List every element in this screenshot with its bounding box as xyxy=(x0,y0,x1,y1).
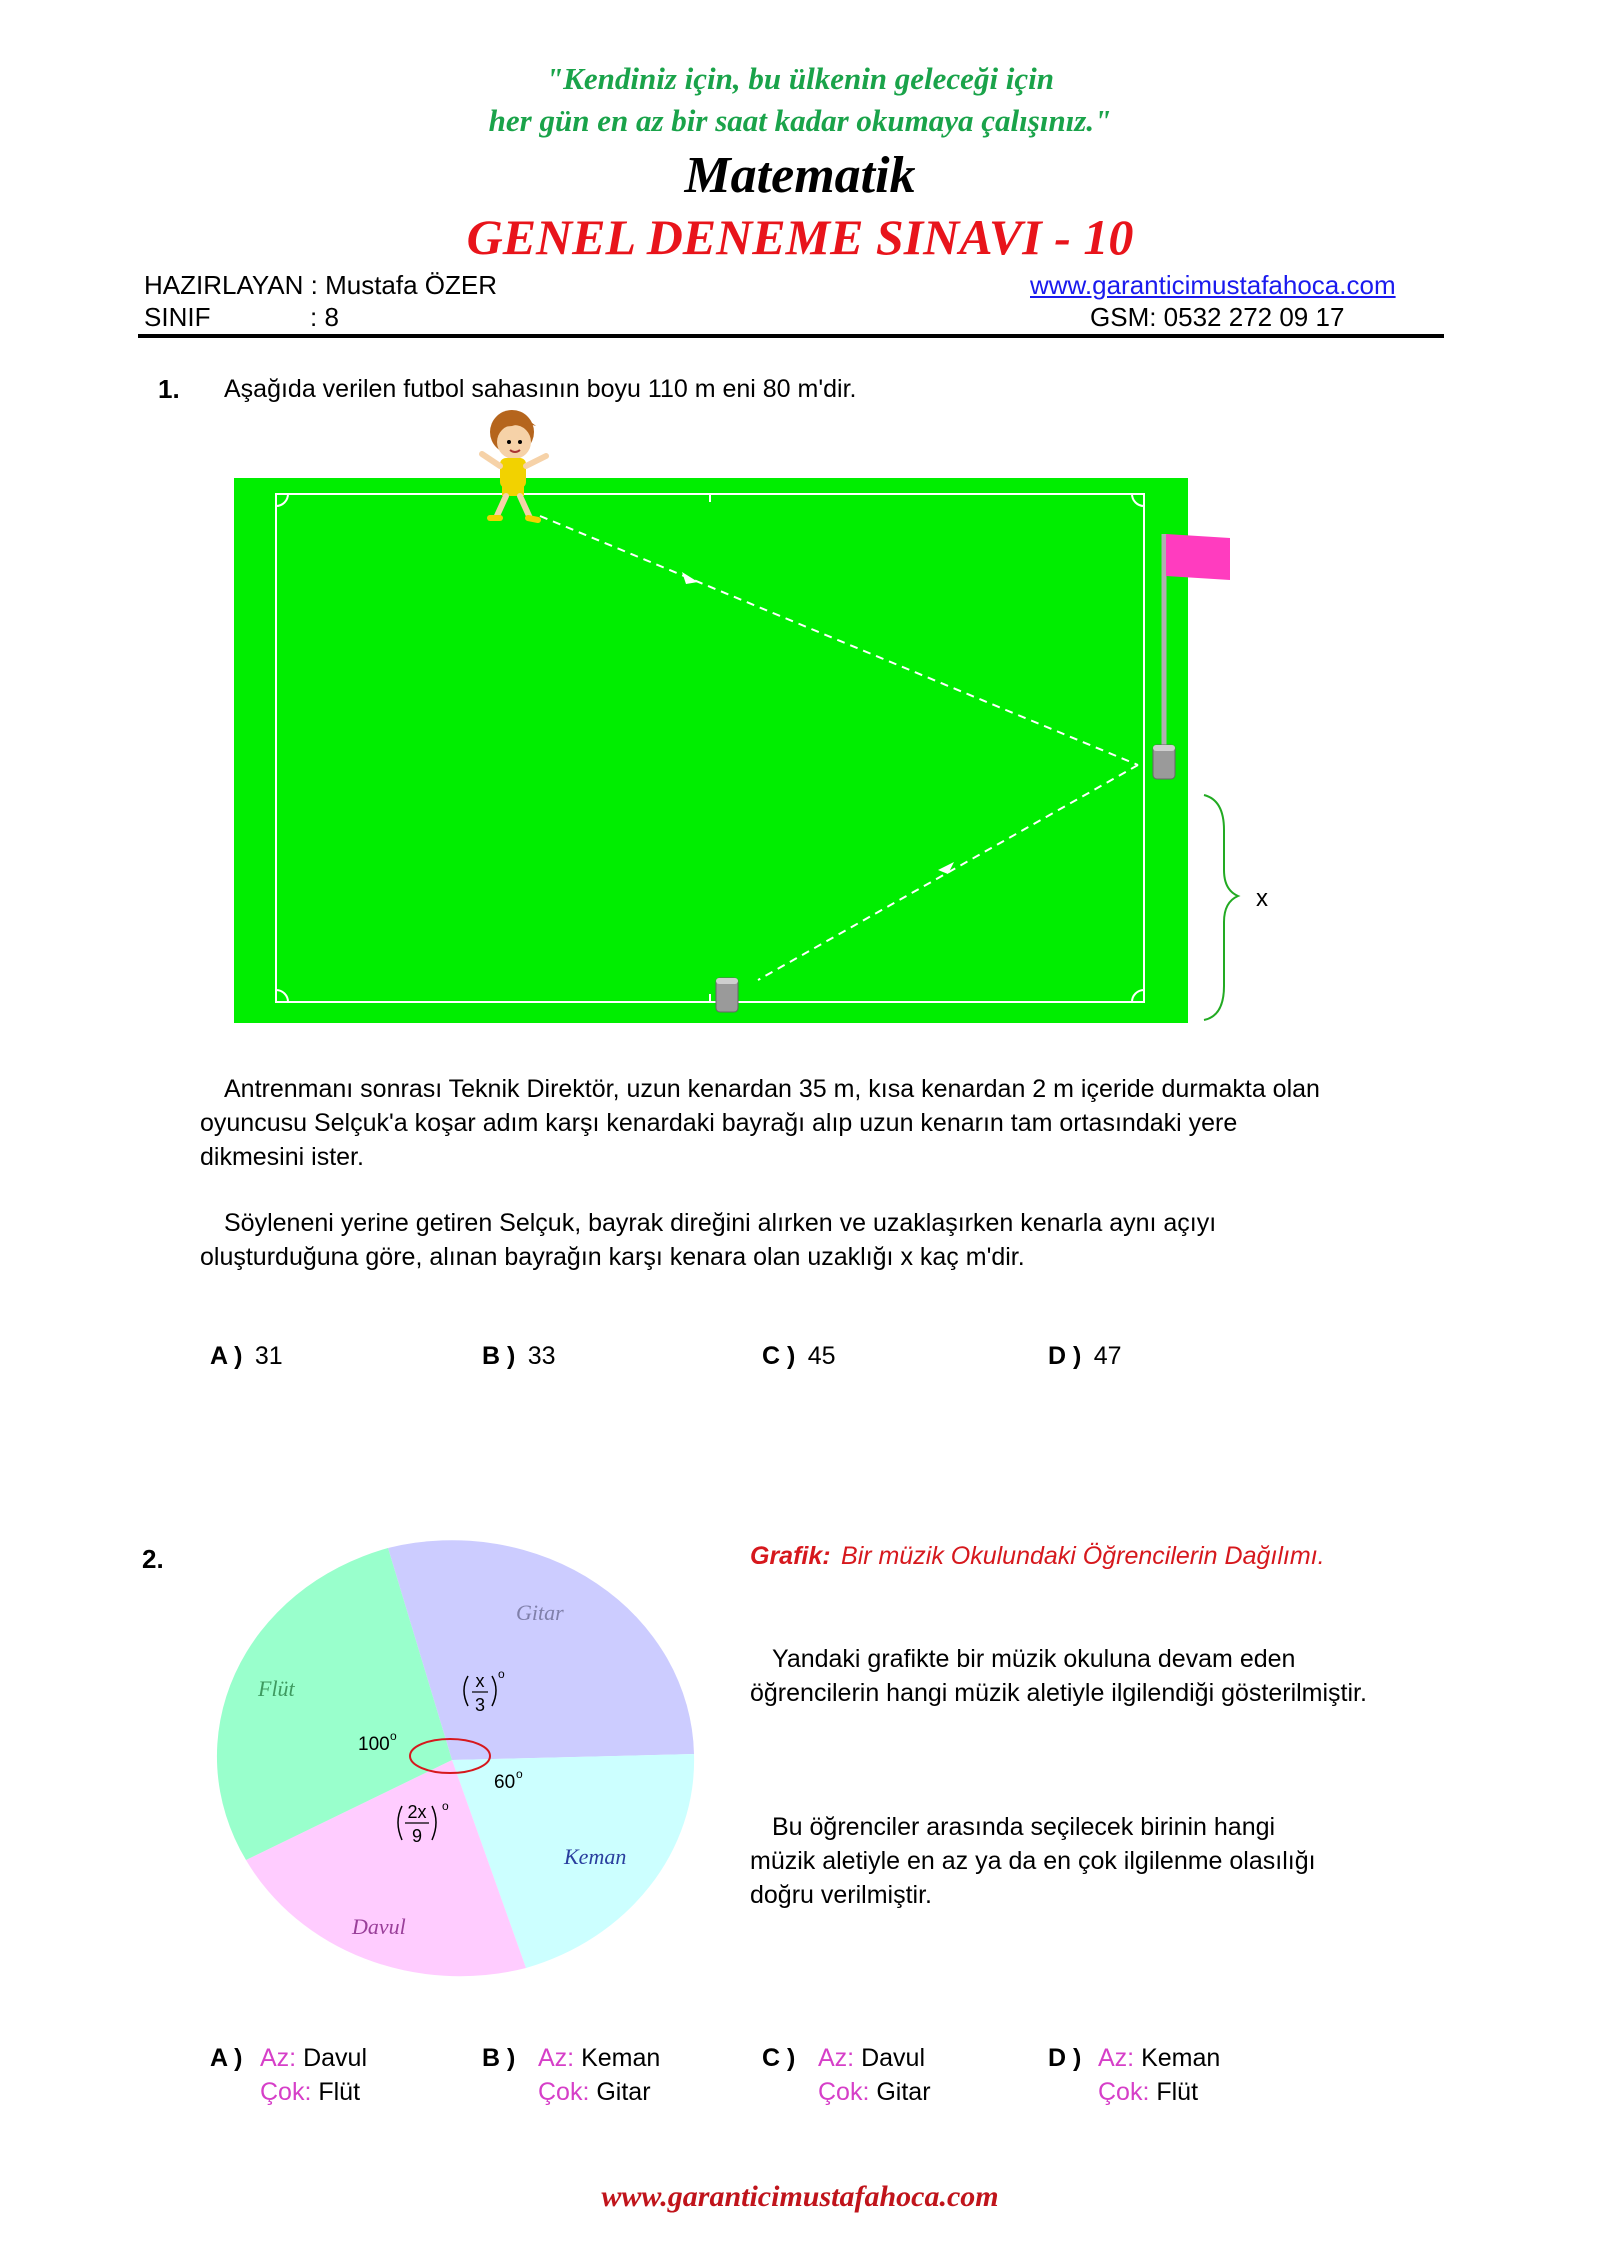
distance-label-x: x xyxy=(1256,885,1268,912)
az-value: Keman xyxy=(581,2044,661,2072)
slice-label-gitar: Gitar xyxy=(516,1600,564,1625)
q1-number: 1. xyxy=(158,374,180,404)
class-value: : 8 xyxy=(310,302,339,332)
cok-label: Çok: xyxy=(260,2078,312,2106)
class-label: SINIF xyxy=(144,302,211,332)
degree-mark: o xyxy=(442,1799,449,1813)
gsm-number: GSM: 0532 272 09 17 xyxy=(1090,302,1345,332)
q2-para2-line3: doğru verilmiştir. xyxy=(750,1881,932,1909)
header-divider xyxy=(138,334,1444,338)
az-label: Az: xyxy=(538,2044,575,2072)
degree-mark: o xyxy=(498,1667,505,1681)
q1-para1-line2: oyuncusu Selçuk'a koşar adım karşı kenardaki bayrağı alıp uzun kenarın tam ortasındaki yere xyxy=(200,1109,1238,1137)
angle-davul-den: 9 xyxy=(411,1826,423,1846)
az-label: Az: xyxy=(818,2044,855,2072)
cok-value: Gitar xyxy=(876,2078,931,2106)
subject-title: Matematik xyxy=(684,147,916,204)
football-field xyxy=(234,478,1188,1023)
quote-line-2: her gün en az bir saat kadar okumaya çalışınız." xyxy=(488,103,1112,138)
q2-option-c[interactable] xyxy=(762,2044,931,2106)
q2-para1-line1: Yandaki grafikte bir müzik okuluna devam eden xyxy=(772,1645,1296,1673)
website-link[interactable]: www.garanticimustafahoca.com xyxy=(1030,270,1396,300)
cok-value: Flüt xyxy=(1156,2078,1199,2106)
flag xyxy=(1166,534,1230,580)
football-field-figure xyxy=(220,410,1340,1030)
angle-gitar-num: x xyxy=(475,1671,485,1691)
angle-gitar-den: 3 xyxy=(474,1695,486,1715)
option-letter: B ) xyxy=(482,2044,516,2072)
q2-option-d[interactable] xyxy=(1048,2044,1221,2106)
angle-flut-value: 100 xyxy=(358,1734,390,1755)
option-value: 45 xyxy=(807,1342,836,1370)
q2-para2-line2: müzik aletiyle en az ya da en çok ilgilenme olasılığı xyxy=(750,1847,1316,1875)
option-value: 33 xyxy=(527,1342,556,1370)
option-letter: C ) xyxy=(762,1342,796,1370)
cok-value: Flüt xyxy=(318,2078,361,2106)
grafik-heading xyxy=(750,1542,1325,1571)
cok-label: Çok: xyxy=(1098,2078,1150,2106)
footer-website[interactable]: www.garanticimustafahoca.com xyxy=(601,2180,999,2213)
angle-keman-value: 60 xyxy=(494,1772,516,1793)
q2-option-a[interactable] xyxy=(210,2044,367,2106)
q2-para1-line2: öğrencilerin hangi müzik aletiyle ilgilendiği gösterilmiştir. xyxy=(750,1679,1367,1707)
az-value: Davul xyxy=(861,2044,925,2072)
option-letter: D ) xyxy=(1048,2044,1082,2072)
az-value: Davul xyxy=(303,2044,367,2072)
pie-chart xyxy=(200,1530,720,1990)
slice-label-davul: Davul xyxy=(352,1914,406,1939)
degree-mark: o xyxy=(516,1767,523,1781)
az-label: Az: xyxy=(260,2044,297,2072)
option-letter: D ) xyxy=(1048,1342,1082,1370)
grafik-title: Bir müzik Okulundaki Öğrencilerin Dağılımı. xyxy=(841,1542,1325,1570)
option-letter: B ) xyxy=(482,1342,516,1370)
author-label: HAZIRLAYAN : Mustafa ÖZER xyxy=(144,270,498,300)
q1-para2-line1: Söyleneni yerine getiren Selçuk, bayrak direğini alırken ve uzaklaşırken kenarla aynı açıyı xyxy=(224,1209,1217,1237)
q1-para1-line3: dikmesini ister. xyxy=(200,1143,364,1171)
q1-option-d[interactable] xyxy=(1048,1342,1122,1371)
distance-brace xyxy=(1204,795,1238,1020)
q1-option-a[interactable] xyxy=(210,1342,283,1371)
exam-title: GENEL DENEME SINAVI - 10 xyxy=(466,209,1134,265)
az-value: Keman xyxy=(1141,2044,1221,2072)
q2-para2-line1: Bu öğrenciler arasında seçilecek birinin hangi xyxy=(772,1813,1276,1841)
q1-option-c[interactable] xyxy=(762,1342,836,1371)
quote-line-1: "Kendiniz için, bu ülkenin geleceği için xyxy=(545,61,1055,96)
header-quote xyxy=(0,58,1600,142)
option-letter: A ) xyxy=(210,1342,243,1370)
cok-label: Çok: xyxy=(538,2078,590,2106)
q1-para2-line2: oluşturduğuna göre, alınan bayrağın karşı kenara olan uzaklığı x kaç m'dir. xyxy=(200,1243,1025,1271)
q2-number: 2. xyxy=(142,1544,164,1574)
grafik-label: Grafik: xyxy=(750,1542,831,1570)
q2-option-b[interactable] xyxy=(482,2044,661,2106)
cok-value: Gitar xyxy=(596,2078,651,2106)
degree-mark: o xyxy=(390,1729,397,1743)
option-value: 31 xyxy=(254,1342,283,1370)
option-value: 47 xyxy=(1093,1342,1122,1370)
q1-option-b[interactable] xyxy=(482,1342,556,1371)
q1-para1-line1: Antrenmanı sonrası Teknik Direktör, uzun kenardan 35 m, kısa kenardan 2 m içeride durmakta olan xyxy=(224,1075,1320,1103)
cok-label: Çok: xyxy=(818,2078,870,2106)
slice-label-keman: Keman xyxy=(564,1844,627,1869)
slice-label-flut: Flüt xyxy=(258,1676,295,1701)
q1-intro: Aşağıda verilen futbol sahasının boyu 110 m eni 80 m'dir. xyxy=(224,375,857,403)
angle-davul-num: 2x xyxy=(407,1802,427,1822)
az-label: Az: xyxy=(1098,2044,1135,2072)
option-letter: A ) xyxy=(210,2044,243,2072)
option-letter: C ) xyxy=(762,2044,796,2072)
